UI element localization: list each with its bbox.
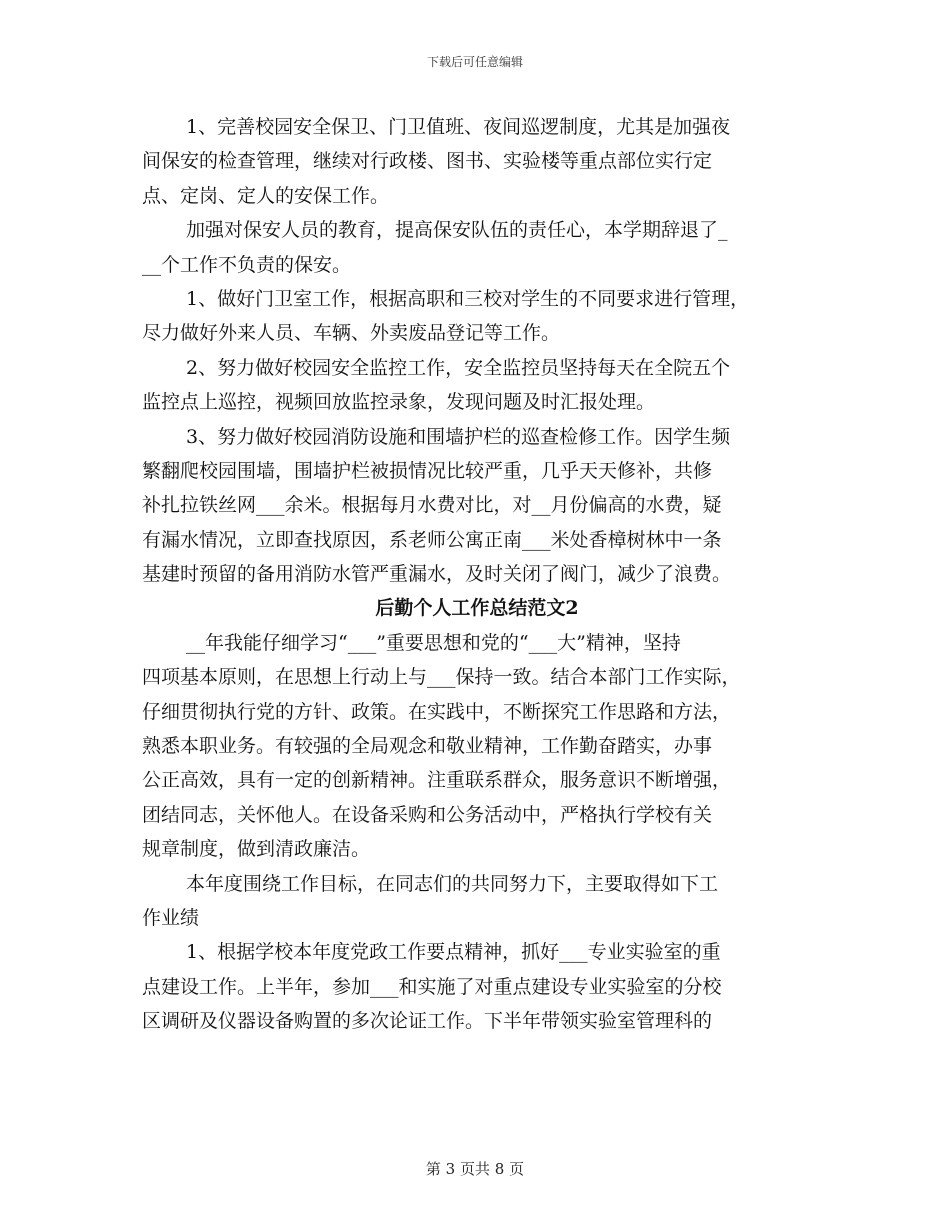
text-line: 团结同志，关怀他人。在设备采购和公务活动中，严格执行学校有关 <box>142 803 713 826</box>
text-line: 1、完善校园安全保卫、门卫值班、夜间巡逻制度，尤其是加强夜 <box>186 116 731 138</box>
text-line: 间保安的检查管理，继续对行政楼、图书、实验楼等重点部位实行定 <box>142 150 713 173</box>
section-heading: 后勤个人工作总结范文2 <box>375 597 579 620</box>
text-line: 区调研及仪器设备购置的多次论证工作。下半年带领实验室管理科的 <box>142 1010 713 1033</box>
text-line: 3、努力做好校园消防设施和围墙护栏的巡查检修工作。因学生频 <box>186 425 731 448</box>
text-line: 1、做好门卫室工作，根据高职和三校对学生的不同要求进行管理， <box>186 287 750 310</box>
text-line: 基建时预留的备用消防水管严重漏水，及时关闭了阀门，减少了浪费。 <box>142 563 732 586</box>
text-line: 尽力做好外来人员、车辆、外卖废品登记等工作。 <box>142 322 561 345</box>
text-line: 作业绩 <box>142 906 200 929</box>
text-line: 仔细贯彻执行党的方针、政策。在实践中，不断探究工作思路和方法， <box>142 700 732 723</box>
text-line: __年我能仔细学习“___”重要思想和党的“___大”精神，坚持 <box>186 631 681 654</box>
document-body <box>142 110 812 1039</box>
text-line: 补扎拉铁丝网___余米。根据每月水费对比，对__月份偏高的水费，疑 <box>142 494 722 517</box>
text-line: 监控点上巡控，视频回放监控录象，发现问题及时汇报处理。 <box>142 391 656 414</box>
page-header: 下载后可任意编辑 <box>426 55 523 69</box>
page-footer: 第 3 页共 8 页 <box>425 1160 525 1178</box>
text-line: 规章制度，做到清政廉洁。 <box>142 838 371 861</box>
text-line: 1、根据学校本年度党政工作要点精神，抓好___专业实验室的重 <box>186 941 721 964</box>
text-line: 本年度围绕工作目标，在同志们的共同努力下，主要取得如下工 <box>186 872 719 895</box>
text-line: 繁翻爬校园围墙，围墙护栏被损情况比较严重，几乎天天修补，共修 <box>142 459 713 482</box>
text-line: 公正高效，具有一定的创新精神。注重联系群众，服务意识不断增强， <box>142 769 732 792</box>
text-line: __个工作不负责的保安。 <box>142 253 352 276</box>
text-line: 点、定岗、定人的安保工作。 <box>142 184 390 207</box>
text-line: 点建设工作。上半年，参加___和实施了对重点建设专业实验室的分校 <box>142 975 722 998</box>
text-line: 有漏水情况，立即查找原因，系老师公寓正南___米处香樟树林中一条 <box>142 528 722 551</box>
text-line: 熟悉本职业务。有较强的全局观念和敬业精神，工作勤奋踏实，办事 <box>142 735 713 758</box>
text-line: 加强对保安人员的教育，提高保安队伍的责任心，本学期辞退了_ <box>186 219 728 242</box>
text-line: 2、努力做好校园安全监控工作，安全监控员坚持每天在全院五个 <box>186 356 731 379</box>
text-line: 四项基本原则，在思想上行动上与___保持一致。结合本部门工作实际， <box>142 666 741 689</box>
